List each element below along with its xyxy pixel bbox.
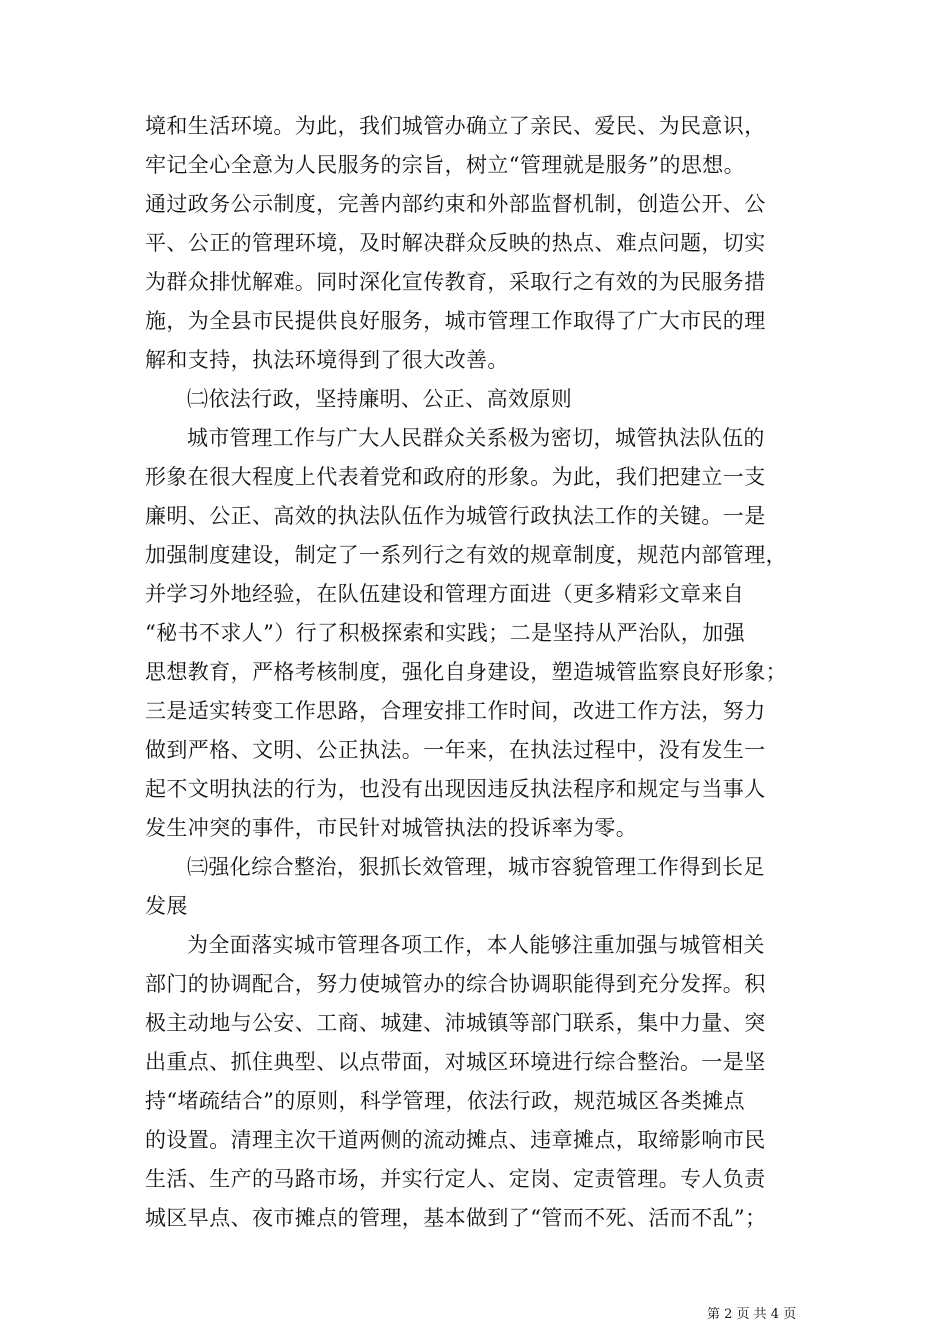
- text-line: 为全面落实城市管理各项工作，本人能够注重加强与城管相关: [187, 933, 765, 957]
- section-heading: [145, 380, 810, 419]
- text-line: 起不文明执法的行为，也没有出现因违反执法程序和规定与当事人: [145, 777, 766, 801]
- text-line: 持“堵疏结合”的原则，科学管理，依法行政，规范城区各类摊点: [145, 1089, 746, 1113]
- page-indicator: 第 2 页 共 4 页: [707, 1307, 797, 1322]
- text-line: ㈢强化综合整治，狠抓长效管理，城市容貌管理工作得到长足: [187, 855, 765, 879]
- text-line: 牢记全心全意为人民服务的宗旨，树立“管理就是服务”的思想。: [145, 153, 746, 177]
- section-heading: [145, 848, 810, 926]
- text-line: “秘书不求人”）行了积极探索和实践；二是坚持从严治队，加强: [145, 621, 746, 645]
- text-line: 出重点、抓住典型、以点带面，对城区环境进行综合整治。一是坚: [145, 1050, 766, 1074]
- text-line: 的设置。清理主次干道两侧的流动摊点、违章摊点，取缔影响市民: [145, 1128, 766, 1152]
- text-line: 解和支持，执法环境得到了很大改善。: [145, 348, 509, 372]
- text-line: 生活、生产的马路市场，并实行定人、定岗、定责管理。专人负责: [145, 1167, 766, 1191]
- text-line: 加强制度建设，制定了一系列行之有效的规章制度，规范内部管理，: [145, 543, 787, 567]
- text-line: 部门的协调配合，努力使城管办的综合协调职能得到充分发挥。积: [145, 972, 766, 996]
- text-line: 做到严格、文明、公正执法。一年来，在执法过程中，没有发生一: [145, 738, 766, 762]
- text-line: 发生冲突的事件，市民针对城管执法的投诉率为零。: [145, 816, 638, 840]
- text-line: 极主动地与公安、工商、城建、沛城镇等部门联系，集中力量、突: [145, 1011, 766, 1035]
- text-line: 平、公正的管理环境，及时解决群众反映的热点、难点问题，切实: [145, 231, 766, 255]
- document-body: [145, 107, 810, 1238]
- text-line: 三是适实转变工作思路，合理安排工作时间，改进工作方法，努力: [145, 699, 766, 723]
- text-line: 思想教育，严格考核制度，强化自身建设，塑造城管监察良好形象；: [145, 660, 787, 684]
- text-line: 城区早点、夜市摊点的管理，基本做到了“管而不死、活而不乱”；: [145, 1206, 767, 1230]
- text-line: 施，为全县市民提供良好服务，城市管理工作取得了广大市民的理: [145, 309, 766, 333]
- text-line: 城市管理工作与广大人民群众关系极为密切，城管执法队伍的: [187, 426, 765, 450]
- text-line: 发展: [145, 894, 188, 918]
- text-line: 通过政务公示制度，完善内部约束和外部监督机制，创造公开、公: [145, 192, 766, 216]
- text-line: ㈡依法行政，坚持廉明、公正、高效原则: [187, 387, 573, 411]
- paragraph: [145, 107, 810, 380]
- text-line: 廉明、公正、高效的执法队伍作为城管行政执法工作的关键。一是: [145, 504, 766, 528]
- paragraph: [145, 926, 810, 1238]
- text-line: 形象在很大程度上代表着党和政府的形象。为此，我们把建立一支: [145, 465, 766, 489]
- text-line: 并学习外地经验，在队伍建设和管理方面进（更多精彩文章来自: [145, 582, 745, 606]
- paragraph: [145, 419, 810, 848]
- text-line: 境和生活环境。为此，我们城管办确立了亲民、爱民、为民意识，: [145, 114, 766, 138]
- text-line: 为群众排忧解难。同时深化宣传教育，采取行之有效的为民服务措: [145, 270, 766, 294]
